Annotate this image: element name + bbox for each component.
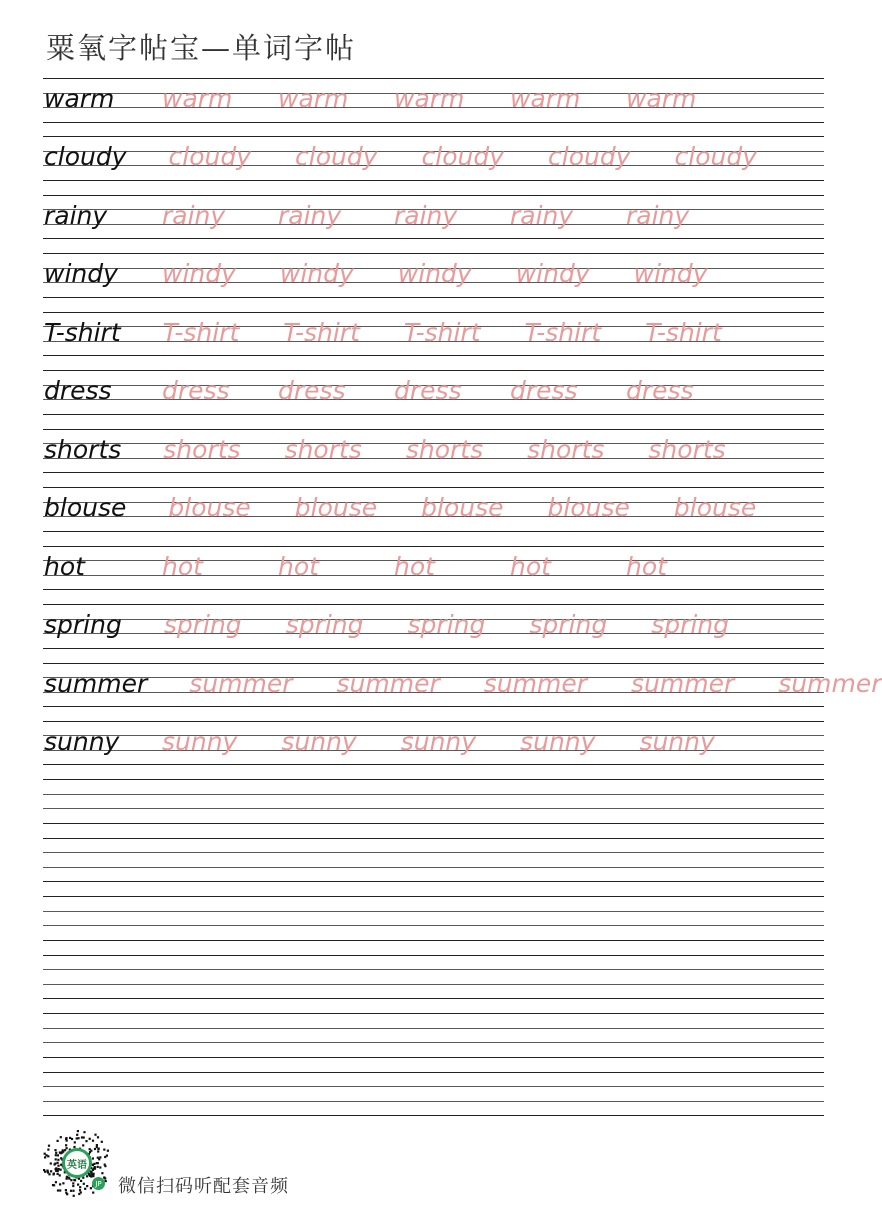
trace-word: windy [515, 259, 590, 289]
trace-word: warm [394, 84, 465, 113]
trace-word: windy [397, 259, 472, 289]
model-word: hot [44, 551, 85, 581]
trace-word: blouse [294, 493, 378, 523]
trace-word: sunny [639, 726, 715, 756]
qr-small-badge: JP [92, 1177, 105, 1190]
trace-word: dress [394, 376, 462, 406]
trace-word: warm [278, 84, 349, 113]
trace-word: windy [633, 259, 708, 289]
trace-word: dress [510, 376, 578, 406]
trace-word: rainy [394, 200, 458, 230]
trace-word: sunny [162, 726, 238, 756]
model-word: sunny [44, 726, 120, 756]
trace-word: shorts [284, 434, 362, 464]
trace-word: hot [394, 551, 435, 581]
page-title: 粟氧字帖宝—单词字帖 [46, 31, 357, 65]
qr-badge: 英语 [62, 1148, 92, 1178]
trace-word: sunny [400, 726, 477, 756]
trace-word: windy [162, 259, 236, 289]
model-word: rainy [44, 200, 108, 230]
model-word: blouse [44, 493, 127, 523]
trace-word: summer [631, 668, 735, 698]
trace-word: T-shirt [162, 317, 240, 347]
model-word: summer [44, 668, 148, 698]
trace-word: dress [626, 376, 694, 406]
trace-word: summer [483, 668, 587, 698]
model-word: spring [44, 610, 122, 640]
trace-word: hot [510, 551, 551, 581]
trace-word: hot [626, 551, 667, 581]
trace-word: rainy [626, 200, 690, 230]
trace-word: spring [163, 610, 242, 640]
trace-word: blouse [421, 493, 504, 523]
trace-word: spring [285, 610, 364, 640]
trace-word: T-shirt [403, 317, 481, 347]
trace-word: summer [336, 668, 440, 698]
trace-word: cloudy [295, 142, 378, 172]
model-word: T-shirt [44, 317, 121, 347]
trace-word: cloudy [421, 142, 504, 172]
trace-word: spring [651, 610, 730, 640]
trace-word: hot [162, 551, 203, 581]
trace-word: shorts [527, 434, 605, 464]
trace-word: warm [626, 84, 697, 113]
model-word: windy [44, 259, 118, 289]
model-word: warm [44, 84, 115, 113]
trace-word: shorts [648, 434, 726, 464]
trace-word: windy [279, 259, 354, 289]
model-word: dress [44, 376, 112, 406]
trace-word: cloudy [548, 142, 631, 172]
trace-word: rainy [278, 200, 342, 230]
trace-word: dress [162, 376, 230, 406]
trace-word: spring [529, 610, 608, 640]
trace-word: dress [278, 376, 346, 406]
trace-word: T-shirt [524, 317, 602, 347]
trace-word: blouse [547, 493, 630, 523]
trace-word: T-shirt [283, 317, 360, 347]
trace-word: cloudy [674, 142, 757, 172]
trace-word: spring [407, 610, 486, 640]
trace-word: sunny [520, 726, 596, 756]
trace-word: blouse [168, 493, 251, 523]
model-word: shorts [44, 434, 122, 464]
trace-word: warm [510, 84, 581, 113]
trace-word: summer [189, 668, 293, 698]
model-word: cloudy [44, 142, 127, 172]
footer-text: 微信扫码听配套音频 [118, 1176, 289, 1197]
trace-word: blouse [673, 493, 757, 523]
trace-word: rainy [162, 200, 226, 230]
trace-word: shorts [163, 434, 241, 464]
trace-word: rainy [510, 200, 574, 230]
trace-word: summer [778, 668, 882, 698]
trace-word: shorts [405, 434, 484, 464]
trace-word: hot [278, 551, 319, 581]
trace-word: cloudy [168, 142, 251, 172]
trace-word: warm [162, 84, 233, 113]
trace-word: sunny [281, 726, 357, 756]
trace-word: T-shirt [645, 317, 722, 347]
